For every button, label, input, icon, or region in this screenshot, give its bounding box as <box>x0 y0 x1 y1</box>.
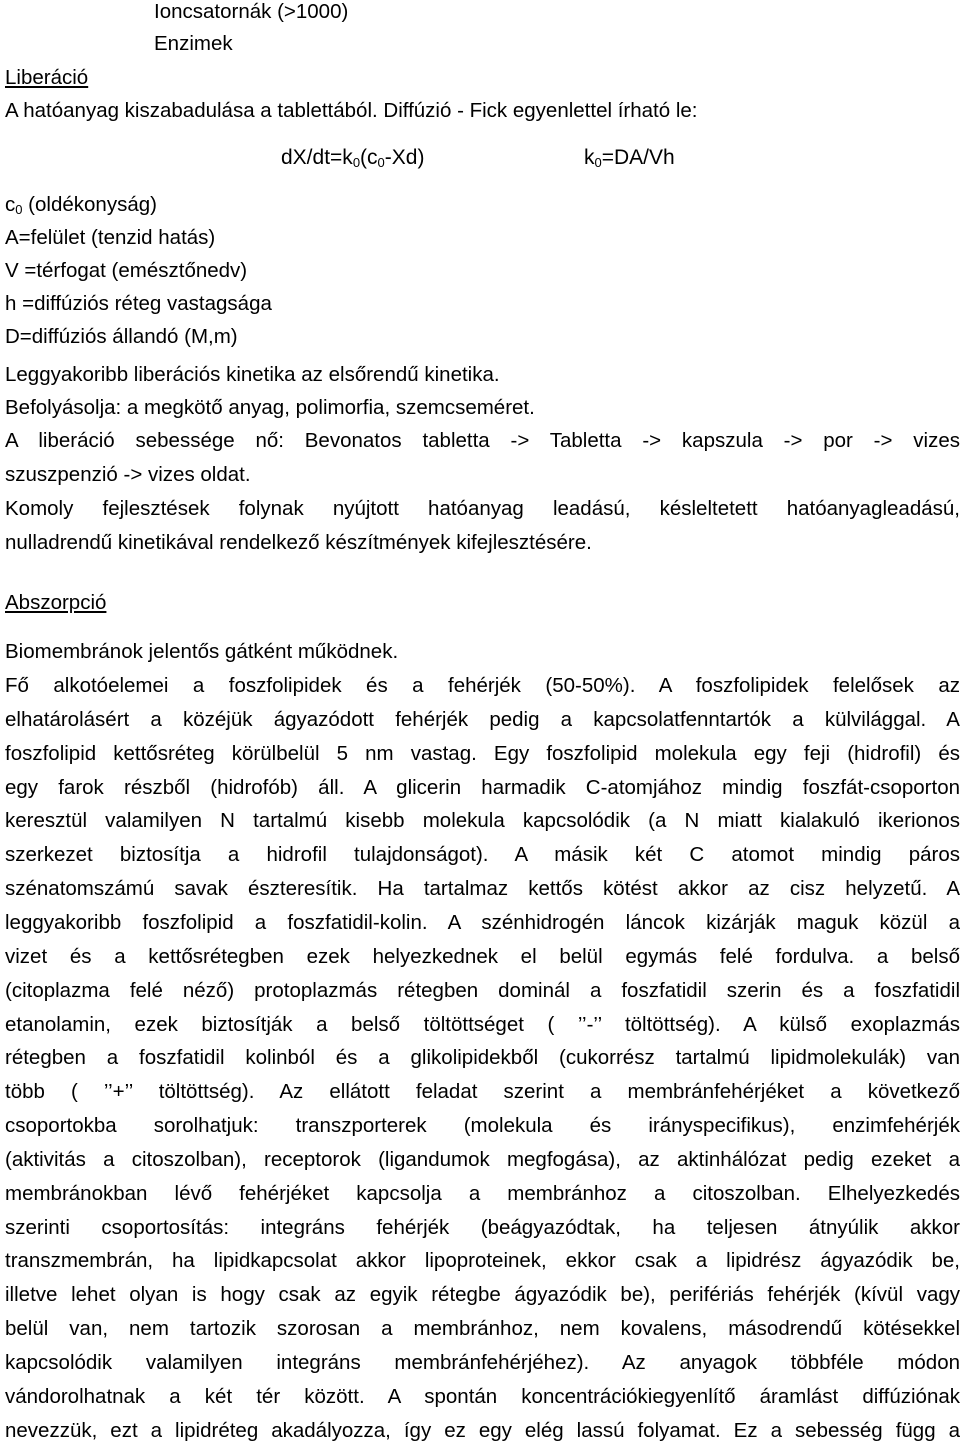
definition-symbol: c <box>5 193 16 216</box>
kinetika-sentence: Leggyakoribb liberációs kinetika az elsőrendű kinetika. <box>5 363 500 386</box>
definition-text: (oldékonyság) <box>22 193 157 216</box>
fick-equation-part: -Xd) <box>384 146 425 169</box>
section-heading-liberacio: Liberáció <box>5 66 89 89</box>
section-heading-abszorpcio: Abszorpció <box>5 591 107 614</box>
paragraph-line: szerkezet biztosítja a hidrofil tulajdonságot). A másik két C atomot mindig páros <box>5 843 960 867</box>
paragraph-line: elhatárolásért a közéjük ágyazódott fehérjék pedig a kapcsolatfenntartók a külvilággal. A <box>5 707 960 731</box>
paragraph-line: leggyakoribb foszfolipid a foszfatidil-kolin. A szénhidrogén láncok kizárják maguk közül a <box>5 910 960 934</box>
paragraph-line: Fő alkotóelemei a foszfolipidek és a fehérjék (50-50%). A foszfolipidek felelősek az <box>5 674 960 697</box>
fick-equation-subscript: 0 <box>352 155 361 170</box>
paragraph-line: szénatomszámú savak észteresítik. Ha tartalmaz kettős kötést akkor az cisz helyzetű. A <box>5 877 960 901</box>
paragraph-line: vizet és a kettősrétegben ezek helyezkednek el belül egymás felé fordulva. a belső <box>5 944 960 968</box>
fick-equation-part: (c <box>360 146 378 169</box>
rate-constant-part: =DA/Vh <box>601 146 675 169</box>
definition-d: D=diffúziós állandó (M,m) <box>5 325 238 348</box>
paragraph-line: illetve lehet olyan is hogy csak az egyik rétegbe ágyazódik be), perifériás fehérjék (kívül vagy <box>5 1283 960 1307</box>
paragraph-line: belül van, nem tartozik szorosan a membránhoz, nem kovalens, másodrendű kötésekkel <box>5 1317 960 1341</box>
paragraph-line: több ( ’’+’’ töltöttség). Az ellátott feladat szerint a membránfehérjéket a következő <box>5 1080 960 1104</box>
paragraph-line: membránokban lévő fehérjéket kapcsolja a membránhoz a citoszolban. Elhelyezkedés <box>5 1181 960 1205</box>
fejlesztes-line: Komoly fejlesztések folynak nyújtott hatóanyag leadású, késleltetett hatóanyagleadású, <box>5 497 960 520</box>
paragraph-line: csoportokba sorolhatjuk: transzporterek (molekula és irányspecifikus), enzimfehérjék <box>5 1114 960 1138</box>
sebesseg-line: szuszpenzió -> vizes oldat. <box>5 463 251 486</box>
paragraph-line: egy farok részből (hidrofób) áll. A glicerin harmadik C-atomjához mindig foszfát-csoporton <box>5 775 960 799</box>
paragraph-line: vándorolhatnak a két tér között. A spontán koncentrációkiegyenlítő áramlást diffúziónak <box>5 1384 960 1408</box>
paragraph-line: etanolamin, ezek biztosítják a belső töltöttséget ( ’’-’’ töltöttség). A külső exoplazmás <box>5 1012 960 1036</box>
sebesseg-line: A liberáció sebessége nő: Bevonatos tabletta -> Tabletta -> kapszula -> por -> vizes <box>5 429 960 452</box>
fick-equation-subscript: 0 <box>377 155 385 170</box>
paragraph-line: kapcsolódik valamilyen integráns membránfehérjéhez). Az anyagok többféle módon <box>5 1351 960 1374</box>
rate-constant-equation <box>584 146 675 170</box>
rate-constant-subscript: 0 <box>594 155 602 170</box>
fick-equation-part: dX/dt=k <box>281 146 353 169</box>
rate-constant-part: k <box>584 146 595 169</box>
fejlesztes-line: nulladrendű kinetikával rendelkező készítmények kifejlesztésére. <box>5 531 592 554</box>
definition-a: A=felület (tenzid hatás) <box>5 226 216 249</box>
paragraph-line: foszfolipid kettősréteg körülbelül 5 nm vastag. Egy foszfolipid molekula egy feji (hidrofil) és <box>5 741 960 765</box>
paragraph-line: (aktivitás a citoszolban), receptorok (ligandumok megfogása), az aktinhálózat pedig ezeket a <box>5 1147 960 1171</box>
paragraph-line: (citoplazma felé néző) protoplazmás rétegben dominál a foszfatidil szerin és a foszfatidil <box>5 978 960 1002</box>
fick-equation <box>281 146 424 170</box>
list-item-ioncsatornak: Ioncsatornák (>1000) <box>154 0 349 23</box>
befolyasolja-sentence: Befolyásolja: a megkötő anyag, polimorfia, szemcseméret. <box>5 396 535 419</box>
list-item-enzimek: Enzimek <box>154 32 233 55</box>
abszorpcio-first-line: Biomembránok jelentős gátként működnek. <box>5 640 399 663</box>
paragraph-line: transzmembrán, ha lipidkapcsolat akkor lipoproteinek, ekkor csak a lipidrész ágyazódik be, <box>5 1249 960 1273</box>
definition-subscript: 0 <box>15 202 23 217</box>
paragraph-line: szerinti csoportosítás: integráns fehérjék (beágyazódtak, ha teljesen átnyúlik akkor <box>5 1215 960 1239</box>
paragraph-line: rétegben a foszfatidil kolinból és a glikolipidekből (cukorrész tartalmú lipidmolekulák) van <box>5 1046 960 1070</box>
definition-c0 <box>5 193 157 217</box>
definition-h: h =diffúziós réteg vastagsága <box>5 292 272 315</box>
liberacio-intro: A hatóanyag kiszabadulása a tablettából. Diffúzió - Fick egyenlettel írható le: <box>5 99 698 122</box>
paragraph-line: keresztül valamilyen N tartalmú kisebb molekula kapcsolódik (a N miatt kialakuló ikerionos <box>5 809 960 833</box>
paragraph-line: nevezzük, ezt a lipidréteg akadályozza, így ez egy elég lassú folyamat. Ez a sebesség függ a <box>5 1418 960 1442</box>
definition-v: V =térfogat (emésztőnedv) <box>5 259 248 282</box>
